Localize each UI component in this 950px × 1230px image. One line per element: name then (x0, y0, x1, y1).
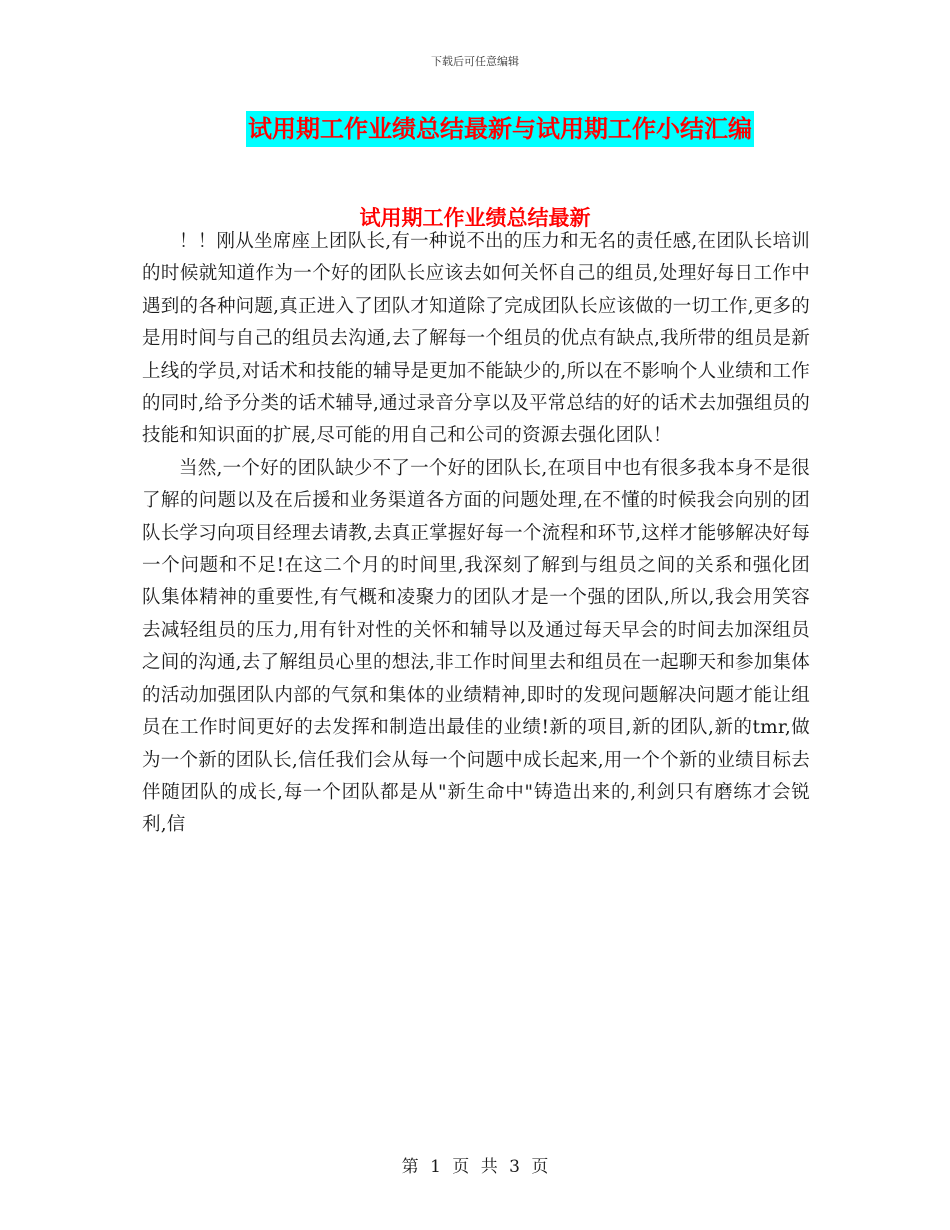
paragraph: 当然,一个好的团队缺少不了一个好的团队长,在项目中也有很多我本身不是很了解的问题以及在后援和业务渠道各方面的问题处理,在不懂的时候我会向别的团队长学习向项目经理去请教,去真正掌握好每一个流程和环节,这样才能够解决好每一个问题和不足!在这二个月的时间里,我深刻了解到与组员之间的关系和强化团队集体精神的重要性,有气概和凌聚力的团队才是一个强的团队,所以,我会用笑容去减轻组员的压力,用有针对性的关怀和辅导以及通过每天早会的时间去加深组员之间的沟通,去了解组员心里的想法,非工作时间里去和组员在一起聊天和参加集体的活动加强团队内部的气氛和集体的业绩精神,即时的发现问题解决问题才能让组员在工作时间更好的去发挥和制造出最佳的业绩!新的项目,新的团队,新的tmr,做为一个新的团队长,信任我们会从每一个问题中成长起来,用一个个新的业绩目标去伴随团队的成长,每一个团队都是从"新生命中"铸造出来的,利剑只有磨练才会锐利,信 (142, 457, 810, 836)
main-title-container (0, 111, 950, 147)
document-body (142, 226, 810, 842)
paragraph: ！！刚从坐席座上团队长,有一种说不出的压力和无名的责任感,在团队长培训的时候就知道作为一个好的团队长应该去如何关怀自己的组员,处理好每日工作中遇到的各种问题,真正进入了团队才知道除了完成团队长应该做的一切工作,更多的是用时间与自己的组员去沟通,去了解每一个组员的优点有缺点,我所带的组员是新上线的学员,对话术和技能的辅导是更加不能缺少的,所以在不影响个人业绩和工作的同时,给予分类的话术辅导,通过录音分享以及平常总结的好的话术去加强组员的技能和知识面的扩展,尽可能的用自己和公司的资源去强化团队！ (142, 231, 810, 447)
section-title: 试用期工作业绩总结最新 (359, 206, 591, 230)
page-footer: 第 1 页 共 3 页 (401, 1157, 549, 1177)
header-note: 下载后可任意编辑 (431, 55, 519, 68)
main-title: 试用期工作业绩总结最新与试用期工作小结汇编 (246, 111, 754, 147)
